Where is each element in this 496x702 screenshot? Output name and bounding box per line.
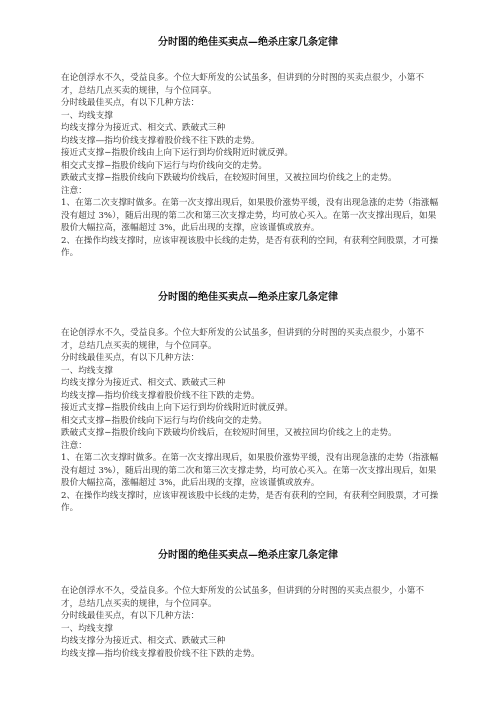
paragraph: 均线支撑—指均价线支撑着股价线不往下跌的走势。 <box>61 135 260 146</box>
article-section <box>0 291 496 305</box>
paragraph: 1、在第二次支撑时做多。在第一次支撑出现后，如果股价涨势平缓，没有出现急涨的走势（指涨幅没有超过 3%），随后出现的第二次和第三次支撑走势，均可放心买入。在第一次支撑出现后，如果股价大幅拉高，涨幅超过 3%，此后出现的支撑，应该谨慎或放弃。 <box>61 453 439 488</box>
paragraph: 接近式支撑−指股价线由上向下运行到均价线附近时就反弹。 <box>61 403 293 413</box>
paragraph: 相交式支撑−指股价线向下运行与均价线向交的走势。 <box>61 415 268 426</box>
article-title: 分时图的绝佳买卖点—绝杀庄家几条定律 <box>158 292 338 303</box>
article-section <box>0 36 496 50</box>
paragraph: 均线支撑—指均价线支撑着股价线不往下跌的走势。 <box>61 648 260 659</box>
article-section <box>0 549 496 563</box>
paragraph: 注意： <box>61 440 87 451</box>
paragraph: 均线支撑分为接近式、相交式、跌破式三种 <box>61 378 226 388</box>
paragraph: 注意： <box>61 185 87 196</box>
paragraph: 一、均线支撑 <box>61 365 113 376</box>
paragraph: 均线支撑分为接近式、相交式、跌破式三种 <box>61 636 226 646</box>
paragraph: 跌破式支撑−指股价线向下跌破均价线后，在较短时间里，又被拉回均价线之上的走势。 <box>61 428 397 438</box>
paragraph: 2、在操作均线支撑时，应该审视该股中长线的走势，是否有获利的空间，有获利空间股票，才可操作。 <box>61 235 439 258</box>
paragraph: 一、均线支撑 <box>61 623 113 634</box>
article-body <box>61 72 441 260</box>
paragraph: 一、均线支撑 <box>61 110 113 121</box>
paragraph: 均线支撑分为接近式、相交式、跌破式三种 <box>61 123 226 133</box>
paragraph: 相交式支撑−指股价线向下运行与均价线向交的走势。 <box>61 160 268 171</box>
paragraph: 均线支撑—指均价线支撑着股价线不往下跌的走势。 <box>61 390 260 401</box>
paragraph: 2、在操作均线支撑时，应该审视该股中长线的走势，是否有获利的空间，有获利空间股票，才可操作。 <box>61 490 439 513</box>
paragraph: 1、在第二次支撑时做多。在第一次支撑出现后，如果股价涨势平缓，没有出现急涨的走势（指涨幅没有超过 3%），随后出现的第二次和第三次支撑走势，均可放心买入。在第一次支撑出现后，如果股价大幅拉高，涨幅超过 3%，此后出现的支撑，应该谨慎或放弃。 <box>61 198 439 233</box>
article-body <box>61 585 441 660</box>
article-title: 分时图的绝佳买卖点—绝杀庄家几条定律 <box>158 37 338 48</box>
paragraph: 分时线最佳买点，有以下几种方法： <box>61 611 200 621</box>
paragraph: 分时线最佳买点，有以下几种方法： <box>61 353 200 363</box>
paragraph: 在论创浮水不久，受益良多。个位大虾所发的公试虽多，但讲到的分时图的买卖点很少，小第不才，总结几点买卖的规律，与个位同享。 <box>61 73 425 96</box>
paragraph: 接近式支撑−指股价线由上向下运行到均价线附近时就反弹。 <box>61 148 293 158</box>
paragraph: 在论创浮水不久，受益良多。个位大虾所发的公试虽多，但讲到的分时图的买卖点很少，小第不才，总结几点买卖的规律，与个位同享。 <box>61 586 425 609</box>
paragraph: 分时线最佳买点，有以下几种方法： <box>61 98 200 108</box>
paragraph: 在论创浮水不久，受益良多。个位大虾所发的公试虽多，但讲到的分时图的买卖点很少，小第不才，总结几点买卖的规律，与个位同享。 <box>61 328 425 351</box>
article-body <box>61 327 441 515</box>
article-title: 分时图的绝佳买卖点—绝杀庄家几条定律 <box>158 550 338 561</box>
paragraph: 跌破式支撑−指股价线向下跌破均价线后，在较短时间里，又被拉回均价线之上的走势。 <box>61 173 397 183</box>
